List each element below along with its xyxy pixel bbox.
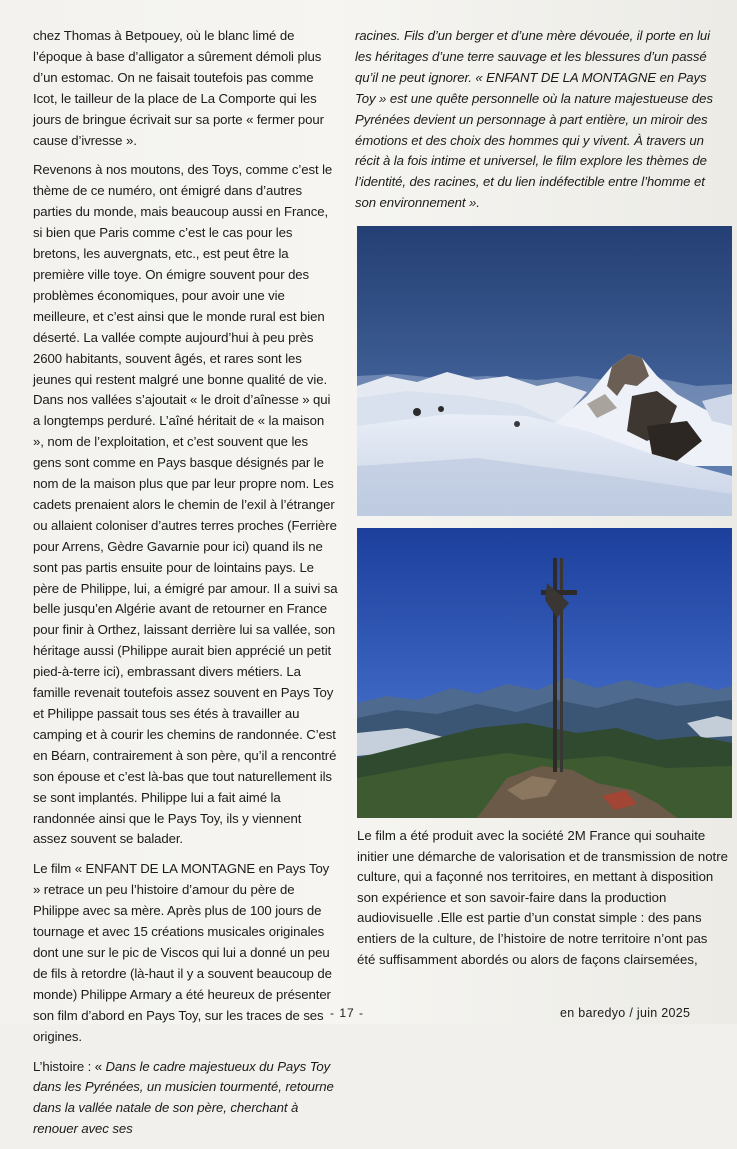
snowy-peak-photo: [357, 226, 732, 516]
story-lead: L’histoire : «: [33, 1058, 106, 1074]
left-text-column: [33, 26, 338, 1149]
paragraph-emigration: Revenons à nos moutons, des Toys, comme c’est le thème de ce numéro, ont émigré dans d’autres parties du monde, mais beaucoup aussi en France, si bien que Paris comme c’est le cas pour les bretons, les auvergnats, etc., est peut être la première ville toye. On émigre souvent pour des problèmes économiques, pour avoir une vie meilleure, et c’est ainsi que le monde rural est bien déserté. La vallée compte aujourd’hui à peu près 2600 habitants, souvent âgés, et rares sont les jeunes qui restent malgré une bonne qualité de vie. Dans nos vallées s’ajoutait « le droit d’aînesse » qui a longtemps perduré. L’aîné héritait de « la maison », nom de l’exploitation, et c’est souvent que les gens sont comme en Pays basque désignés par le nom de la maison plus que par leur propre nom. Les cadets prenaient alors le chemin de l’exil à l’étranger ou allaient coloniser d’autres terres proches (Ferrière pour Arrens, Gèdre Gavarnie pour ici) quand ils ne sont pas partis ensuite pour de lointains pays. Le père de Philippe, lui, a émigré par amour. Il a suivi sa belle jusqu’en Algérie avant de retourner en France pour finir à Orthez, laissant derrière lui sa vallée, son héritage aussi (Philippe aurait bien apprécié un petit pied-à-terre ici), embrassant divers métiers. La famille revenait toutefois assez souvent en Pays Toy et Philippe passait tous ses étés à travailler au camping et à courir les chemins de randonnée. C’est en Béarn, contrairement à son père, qu’il a rencontré son épouse et c’est là-bas que tout naturellement ils se sont implantés. Philippe lui a fait aimé la randonnée ainsi que le Pays Toy, ils y viennent assez souvent se balader.: [33, 162, 338, 847]
paragraph-intro: chez Thomas à Betpouey, où le blanc limé de l’époque à base d’alligator a sûrement démoli plus d’un estomac. On ne faisait toutefois pas comme Icot, le tailleur de la place de La Comporte qui les jours de bringue écrivait sur sa porte « fermer pour cause d’ivresse ».: [33, 28, 324, 148]
page-number: - 17 -: [330, 1006, 365, 1020]
summit-cross-photo: [357, 528, 732, 818]
story-quote: Dans le cadre majestueux du Pays Toy dans les Pyrénées, un musicien tourmenté, retourne dans la vallée natale de son père, cherchant à renouer avec ses: [33, 1058, 334, 1137]
quote-continued: racines. Fils d’un berger et d’une mère dévouée, il porte en lui les héritages d’une terre sauvage et les blessures d’un passé qu’il ne peut ignorer. « ENFANT DE LA MONTAGNE en Pays Toy » est une quête personnelle où la nature majestueuse des Pyrénées devient un personnage à part entière, un miroir des émotions et des choix des hommes qui y vivent. À travers un récit à la fois intime et universel, le film explore les thèmes de l’identité, des racines, et du lien indéfectible entre l’homme et son environnement ».: [355, 28, 713, 211]
paragraph-story: [33, 1057, 338, 1141]
issue-label: en baredyo / juin 2025: [560, 1006, 691, 1020]
paragraph-film: Le film « ENFANT DE LA MONTAGNE en Pays Toy » retrace un peu l’histoire d’amour du père de Philippe avec sa mère. Après plus de 100 jours de tournage et avec 15 créations musicales originales dont une sur le pic de Viscos qui lui a donné un peu de fils à retordre (là-haut il y a souvent beaucoup de monde) Philippe Armary a été heureux de présenter son film d’abord en Pays Toy, sur les traces de ses origines.: [33, 861, 332, 1044]
snowy-peak-illustration: [357, 226, 732, 516]
right-text-column: [355, 26, 727, 223]
summit-cross-illustration: [357, 528, 732, 818]
photo-caption-text: Le film a été produit avec la société 2M France qui souhaite initier une démarche de valorisation et de transmission de notre culture, qui a façonné nos territoires, en mettant à disposition son expérience et son savoir-faire dans la production audiovisuelle .Elle est partie d’un constat simple : des pans entiers de la culture, de l’histoire de notre territoire n’ont pas été suffisamment abordés ou alors de façons clairsemées,: [357, 828, 728, 967]
